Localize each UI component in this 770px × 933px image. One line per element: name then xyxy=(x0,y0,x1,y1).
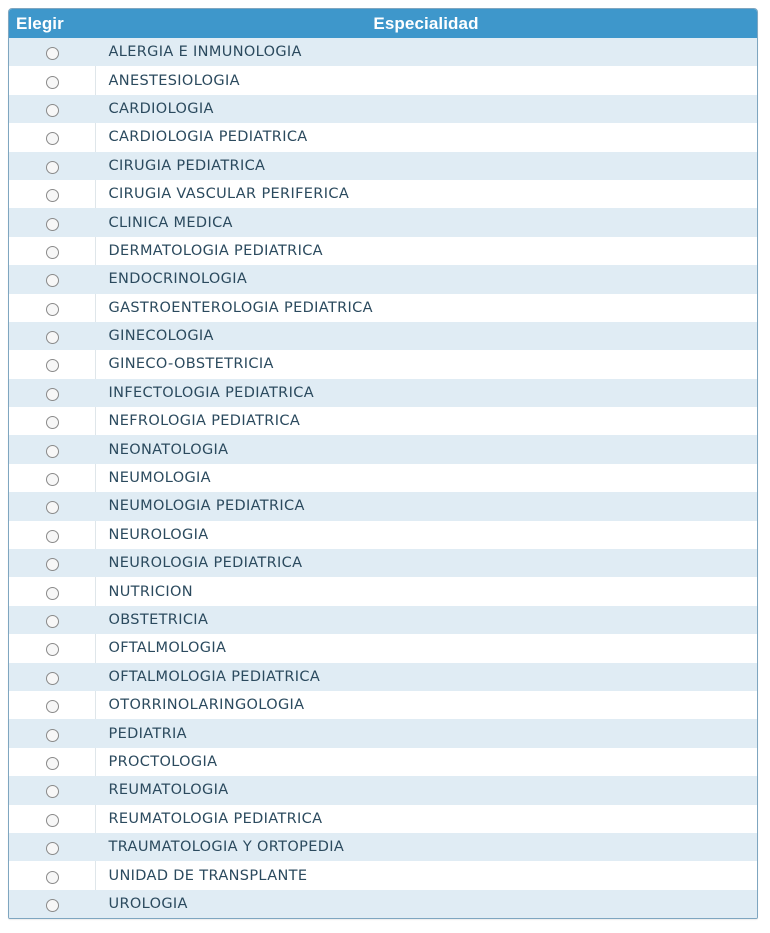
radio-unchecked-icon[interactable] xyxy=(46,161,59,174)
specialty-name: CLINICA MEDICA xyxy=(108,214,233,231)
table-row[interactable] xyxy=(9,748,757,776)
radio-unchecked-icon[interactable] xyxy=(46,189,59,202)
table-row[interactable] xyxy=(9,66,757,94)
choose-cell xyxy=(9,407,95,435)
choose-cell xyxy=(9,265,95,293)
specialty-name: NEONATOLOGIA xyxy=(108,441,229,458)
choose-cell xyxy=(9,435,95,463)
table-row[interactable] xyxy=(9,152,757,180)
radio-unchecked-icon[interactable] xyxy=(46,785,59,798)
radio-unchecked-icon[interactable] xyxy=(46,47,59,60)
specialty-table xyxy=(9,9,757,918)
specialty-name: REUMATOLOGIA xyxy=(108,782,229,799)
table-row[interactable] xyxy=(9,322,757,350)
choose-cell xyxy=(9,549,95,577)
table-row[interactable] xyxy=(9,464,757,492)
specialty-name: OFTALMOLOGIA PEDIATRICA xyxy=(108,668,321,685)
specialty-name: GASTROENTEROLOGIA PEDIATRICA xyxy=(108,299,373,316)
radio-unchecked-icon[interactable] xyxy=(46,445,59,458)
table-row[interactable] xyxy=(9,208,757,236)
table-row[interactable] xyxy=(9,691,757,719)
specialty-name: OTORRINOLARINGOLOGIA xyxy=(108,697,305,714)
choose-cell xyxy=(9,123,95,151)
radio-unchecked-icon[interactable] xyxy=(46,530,59,543)
choose-cell xyxy=(9,833,95,861)
radio-unchecked-icon[interactable] xyxy=(46,501,59,514)
table-row[interactable] xyxy=(9,237,757,265)
table-row[interactable] xyxy=(9,890,757,918)
choose-cell xyxy=(9,719,95,747)
choose-cell xyxy=(9,152,95,180)
header-row xyxy=(9,9,757,38)
radio-unchecked-icon[interactable] xyxy=(46,473,59,486)
choose-cell xyxy=(9,634,95,662)
table-header xyxy=(9,9,757,38)
table-row[interactable] xyxy=(9,350,757,378)
radio-unchecked-icon[interactable] xyxy=(46,700,59,713)
specialty-name: ENDOCRINOLOGIA xyxy=(108,271,248,288)
specialty-name: PEDIATRIA xyxy=(108,725,187,742)
choose-cell xyxy=(9,606,95,634)
radio-unchecked-icon[interactable] xyxy=(46,729,59,742)
radio-unchecked-icon[interactable] xyxy=(46,359,59,372)
choose-cell xyxy=(9,294,95,322)
specialty-name: NEUROLOGIA xyxy=(108,526,209,543)
radio-unchecked-icon[interactable] xyxy=(46,757,59,770)
choose-cell xyxy=(9,776,95,804)
table-row[interactable] xyxy=(9,577,757,605)
table-row[interactable] xyxy=(9,861,757,889)
choose-cell xyxy=(9,663,95,691)
radio-unchecked-icon[interactable] xyxy=(46,558,59,571)
specialty-name: OFTALMOLOGIA xyxy=(108,640,227,657)
choose-cell xyxy=(9,464,95,492)
specialty-name: NEUROLOGIA PEDIATRICA xyxy=(108,555,303,572)
choose-cell xyxy=(9,521,95,549)
specialty-name: ALERGIA E INMUNOLOGIA xyxy=(108,44,302,61)
choose-cell xyxy=(9,748,95,776)
specialty-name: CIRUGIA VASCULAR PERIFERICA xyxy=(108,186,350,203)
radio-unchecked-icon[interactable] xyxy=(46,814,59,827)
radio-unchecked-icon[interactable] xyxy=(46,672,59,685)
radio-unchecked-icon[interactable] xyxy=(46,871,59,884)
specialty-name: UROLOGIA xyxy=(108,895,188,912)
specialty-name: CIRUGIA PEDIATRICA xyxy=(108,157,266,174)
choose-cell xyxy=(9,379,95,407)
choose-cell xyxy=(9,66,95,94)
specialty-name: GINECOLOGIA xyxy=(108,328,214,345)
column-header-specialty: Especialidad xyxy=(95,9,757,38)
choose-cell xyxy=(9,322,95,350)
choose-cell xyxy=(9,890,95,918)
table-row[interactable] xyxy=(9,833,757,861)
table-row[interactable] xyxy=(9,95,757,123)
table-row[interactable] xyxy=(9,435,757,463)
specialty-name: NEFROLOGIA PEDIATRICA xyxy=(108,413,301,430)
specialty-name: UNIDAD DE TRANSPLANTE xyxy=(108,867,308,884)
specialty-name: NEUMOLOGIA xyxy=(108,470,211,487)
table-row[interactable] xyxy=(9,805,757,833)
specialty-name: ANESTESIOLOGIA xyxy=(108,72,240,89)
choose-cell xyxy=(9,861,95,889)
specialty-name: INFECTOLOGIA PEDIATRICA xyxy=(108,384,314,401)
table-body xyxy=(9,38,757,918)
table-row[interactable] xyxy=(9,634,757,662)
column-header-choose: Elegir xyxy=(9,9,95,38)
radio-unchecked-icon[interactable] xyxy=(46,643,59,656)
specialty-name: PROCTOLOGIA xyxy=(108,753,218,770)
specialty-name: CARDIOLOGIA xyxy=(108,100,214,117)
radio-unchecked-icon[interactable] xyxy=(46,246,59,259)
table-row[interactable] xyxy=(9,265,757,293)
specialty-name: OBSTETRICIA xyxy=(108,612,209,628)
radio-unchecked-icon[interactable] xyxy=(46,274,59,287)
table-row[interactable] xyxy=(9,776,757,804)
specialty-name: CARDIOLOGIA PEDIATRICA xyxy=(108,129,308,146)
specialty-name: TRAUMATOLOGIA Y ORTOPEDIA xyxy=(108,839,345,856)
choose-cell xyxy=(9,691,95,719)
radio-unchecked-icon[interactable] xyxy=(46,76,59,89)
specialty-name: NUTRICION xyxy=(108,583,193,600)
specialty-selection-table xyxy=(8,8,758,919)
choose-cell xyxy=(9,237,95,265)
table-row[interactable] xyxy=(9,180,757,208)
radio-unchecked-icon[interactable] xyxy=(46,331,59,344)
table-row[interactable] xyxy=(9,521,757,549)
table-row[interactable] xyxy=(9,123,757,151)
table-row[interactable] xyxy=(9,38,757,66)
radio-unchecked-icon[interactable] xyxy=(46,842,59,855)
choose-cell xyxy=(9,95,95,123)
choose-cell xyxy=(9,805,95,833)
radio-unchecked-icon[interactable] xyxy=(46,388,59,401)
choose-cell xyxy=(9,492,95,520)
radio-unchecked-icon[interactable] xyxy=(46,587,59,600)
radio-unchecked-icon[interactable] xyxy=(46,303,59,316)
radio-unchecked-icon[interactable] xyxy=(46,132,59,145)
radio-unchecked-icon[interactable] xyxy=(46,104,59,117)
specialty-name: REUMATOLOGIA PEDIATRICA xyxy=(108,810,323,827)
specialty-name: DERMATOLOGIA PEDIATRICA xyxy=(108,242,323,259)
choose-cell xyxy=(9,180,95,208)
table-row[interactable] xyxy=(9,379,757,407)
radio-unchecked-icon[interactable] xyxy=(46,899,59,912)
radio-unchecked-icon[interactable] xyxy=(46,416,59,429)
choose-cell xyxy=(9,350,95,378)
table-row[interactable] xyxy=(9,294,757,322)
table-row[interactable] xyxy=(9,606,757,634)
choose-cell xyxy=(9,577,95,605)
choose-cell xyxy=(9,38,95,66)
radio-unchecked-icon[interactable] xyxy=(46,615,59,628)
specialty-name: NEUMOLOGIA PEDIATRICA xyxy=(108,498,305,515)
choose-cell xyxy=(9,208,95,236)
radio-unchecked-icon[interactable] xyxy=(46,218,59,231)
table-row[interactable] xyxy=(9,663,757,691)
table-row[interactable] xyxy=(9,549,757,577)
table-row[interactable] xyxy=(9,407,757,435)
specialty-name: GINECO-OBSTETRICIA xyxy=(108,356,274,373)
table-row[interactable] xyxy=(9,492,757,520)
table-row[interactable] xyxy=(9,719,757,747)
